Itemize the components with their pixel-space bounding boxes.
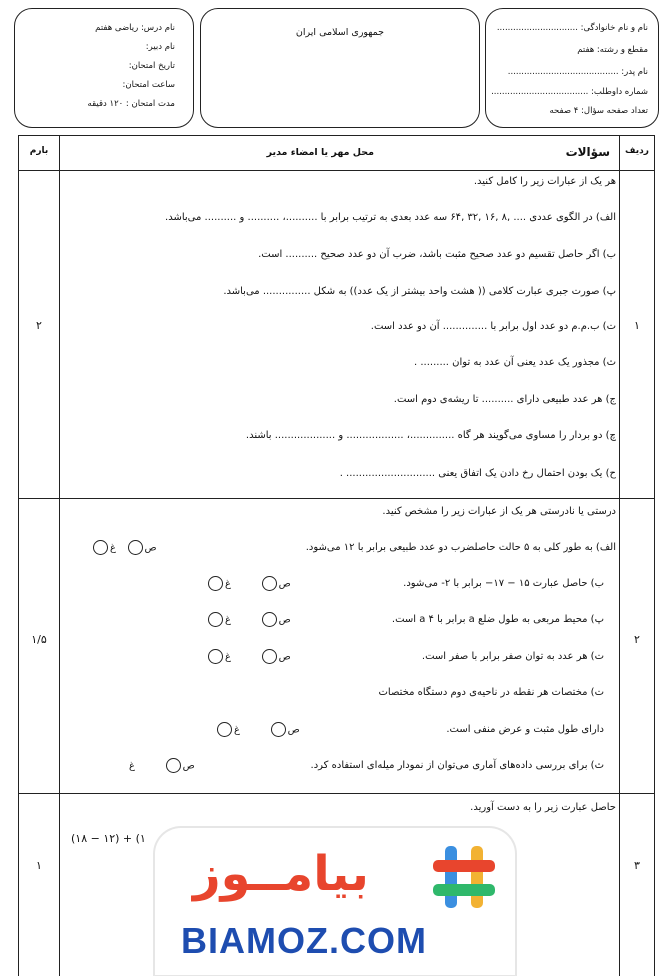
grade-line: مقطع و رشته: هفتم	[577, 45, 648, 55]
false-radio[interactable]	[93, 540, 108, 555]
q3-expression: (۱۸ − ۱۲) + (۱	[71, 832, 146, 845]
false-label: غ	[225, 614, 231, 626]
true-label: ص	[278, 614, 291, 626]
false-radio[interactable]	[208, 576, 223, 591]
q1-item-te: ت) ب.م.م دو عدد اول برابر با .............. آن دو عدد است.	[370, 321, 616, 332]
subject-line: نام درس: ریاضی هفتم	[95, 23, 175, 33]
question-3-score: ۱	[36, 859, 42, 872]
stamp-header: محل مهر یا امضاء مدیر	[266, 147, 374, 158]
question-1-score: ۲	[36, 319, 42, 332]
q2-item-te2-line1: ت) مختصات هر نقطه در ناحیه‌ی دوم دستگاه مختصات	[378, 687, 604, 698]
q2-item-se: ث) برای بررسی داده‌های آماری می‌توان از نمودار میله‌ای استفاده کرد.	[310, 760, 604, 771]
q2-item-pe: پ) محیط مربعی به طول ضلع a برابر با a ۴ است.	[391, 614, 604, 625]
candidate-number-line: شماره داوطلب: ....................................	[491, 87, 648, 97]
watermark-persian-text: بیامــوز	[193, 846, 369, 902]
student-info-box	[485, 8, 659, 128]
student-name-line: نام و نام خانوادگی: ..............................	[496, 23, 648, 33]
q2-item-be: ب) حاصل عبارت ۱۵ − ۱۷− برابر با ۲- می‌شود.	[403, 578, 604, 589]
q1-item-he: ح) یک بودن احتمال رخ دادن یک اتفاق یعنی ............................ .	[339, 468, 616, 479]
false-radio[interactable]	[208, 612, 223, 627]
q1-item-che: چ) دو بردار را مساوی می‌گویند هر گاه ..............، .................. و ................... باشند.	[245, 430, 616, 441]
true-radio[interactable]	[271, 722, 286, 737]
watermark-latin-text: BIAMOZ.COM	[181, 920, 427, 961]
q1-item-pe: پ) صورت جبری عبارت کلامی (( هشت واحد بیشتر از یک عدد)) به شکل ............... می‌باشد.	[223, 286, 616, 297]
q2-alef-options	[91, 540, 157, 555]
biamoz-watermark	[155, 828, 515, 975]
page-count-line: تعداد صفحه سؤال: ۴ صفحه	[549, 106, 648, 116]
exam-info-box	[14, 8, 194, 128]
hashtag-logo-icon	[429, 842, 499, 912]
true-label: ص	[278, 651, 291, 663]
q2-se-options	[129, 758, 195, 773]
teacher-line: نام دبیر:	[145, 42, 175, 52]
questions-header: سؤالات	[565, 145, 610, 159]
exam-time-line: ساعت امتحان:	[122, 80, 175, 90]
true-radio[interactable]	[262, 576, 277, 591]
center-title-box	[200, 8, 480, 128]
q2-item-alef: الف) به طور کلی به ۵ حالت حاصلضرب دو عدد طبیعی برابر با ۱۲ می‌شود.	[305, 542, 616, 553]
true-label: ص	[287, 724, 300, 736]
q1-item-be: ب) اگر حاصل تقسیم دو عدد صحیح مثبت باشد، ضرب آن دو عدد صحیح .......... است.	[258, 249, 616, 260]
duration-line: مدت امتحان : ۱۲۰ دقیقه	[87, 99, 175, 109]
country-title: جمهوری اسلامی ایران	[295, 27, 385, 38]
false-label: غ	[234, 724, 240, 736]
true-radio[interactable]	[166, 758, 181, 773]
q1-item-se: ث) مجذور یک عدد یعنی آن عدد به توان ......... .	[414, 357, 616, 368]
q2-item-te: ت) هر عدد به توان صفر برابر با صفر است.	[421, 651, 604, 662]
q1-instruction: هر یک از عبارات زیر را کامل کنید.	[473, 176, 616, 187]
true-label: ص	[278, 578, 291, 590]
true-label: ص	[144, 542, 157, 554]
question-2-number: ۲	[634, 633, 640, 646]
false-radio[interactable]	[217, 722, 232, 737]
father-name-line: نام پدر: .........................................	[507, 67, 648, 77]
question-1-number: ۱	[634, 319, 640, 332]
true-radio[interactable]	[128, 540, 143, 555]
q1-item-jim: ج) هر عدد طبیعی دارای .......... تا ریشه‌ی دوم است.	[393, 394, 616, 405]
question-2-score: ۱/۵	[31, 633, 47, 646]
q1-item-alef: الف) در الگوی عددی .... ,۸ ,۱۶ ,۳۲ ,۶۴ سه عدد بعدی به ترتیب برابر با ..........، .......... و .......... می‌باشد.	[165, 212, 616, 223]
false-label: غ	[129, 760, 135, 772]
q2-te2-options	[215, 722, 300, 737]
q2-item-te2-line2: دارای طول مثبت و عرض منفی است.	[446, 724, 604, 735]
question-3-number: ۳	[634, 859, 640, 872]
q2-instruction: درستی یا نادرستی هر یک از عبارات زیر را مشخص کنید.	[382, 506, 616, 517]
score-header: بارم	[29, 146, 49, 156]
false-radio[interactable]	[208, 649, 223, 664]
q3-instruction: حاصل عبارت زیر را به دست آورید.	[470, 802, 616, 813]
false-label: غ	[225, 578, 231, 590]
q2-be-options	[206, 576, 291, 591]
q2-pe-options	[206, 612, 291, 627]
false-label: غ	[110, 542, 116, 554]
exam-date-line: تاریخ امتحان:	[128, 61, 175, 71]
false-label: غ	[225, 651, 231, 663]
true-radio[interactable]	[262, 612, 277, 627]
row-header: ردیف	[625, 146, 649, 156]
true-radio[interactable]	[262, 649, 277, 664]
q2-te-options	[206, 649, 291, 664]
true-label: ص	[182, 760, 195, 772]
